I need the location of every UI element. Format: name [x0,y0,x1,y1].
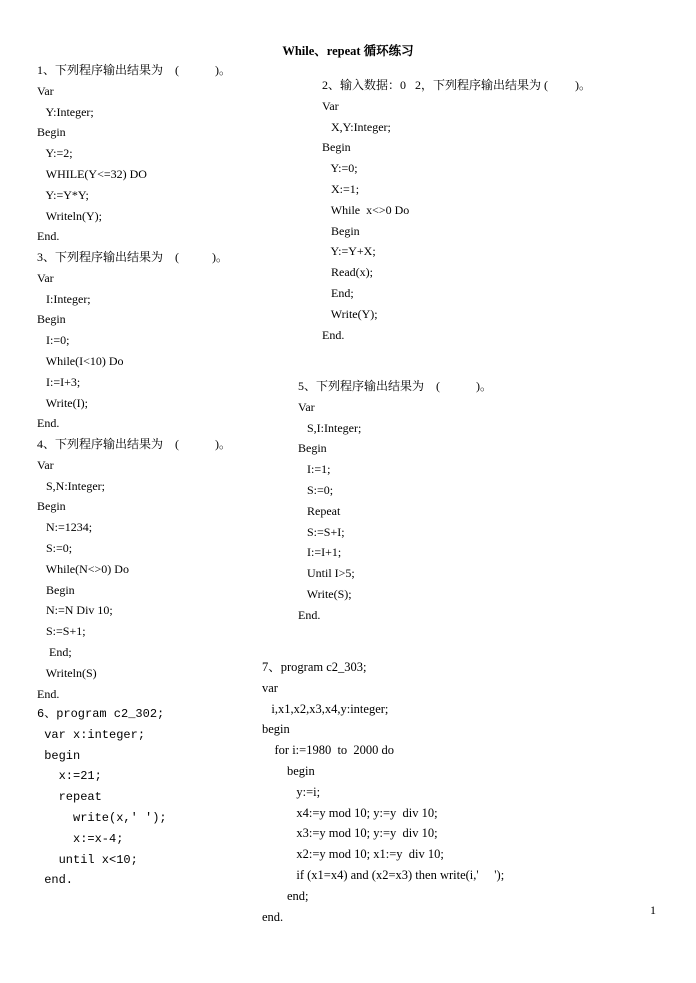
code-line: Read(x); [322,265,373,280]
code-line: Var [37,270,54,285]
page-number: 1 [650,903,656,917]
code-line: I:=I+3; [37,374,81,389]
code-line: if (x1=x4) and (x2=x3) then write(i,' '); [262,867,505,882]
code-line: Y:=0; [322,161,358,176]
code-line: y:=i; [262,784,321,799]
code-line: Write(S); [298,586,352,601]
code-line: Until I>5; [298,566,355,581]
code-line: WHILE(Y<=32) DO [37,166,147,181]
code-line: x2:=y mod 10; x1:=y div 10; [262,847,444,862]
code-line: Begin [37,312,66,327]
code-line: Var [322,98,339,113]
question-5-prompt: 5、下列程序输出结果为 ( )。 [298,379,492,393]
code-line: I:=1; [298,462,331,477]
code-line: End; [322,285,354,300]
code-line: While(I<10) Do [37,353,124,368]
question-2-prompt: 2、输入数据：0 2，下列程序输出结果为 ( )。 [322,78,591,92]
code-line: Begin [322,140,351,155]
document-title: While、repeat 循环练习 [282,44,414,58]
code-line: End. [298,607,321,622]
code-line: End; [37,644,72,659]
code-line: N:=1234; [37,520,93,535]
code-line: Var [298,399,315,414]
code-line: Writeln(Y); [37,208,102,223]
code-line: N:=N Div 10; [37,603,113,618]
code-line: I:Integer; [37,291,91,306]
code-line: Y:=Y*Y; [37,187,89,202]
code-line: Y:=2; [37,146,73,161]
code-line: Begin [322,223,360,238]
code-line: End. [322,327,345,342]
code-line: x4:=y mod 10; y:=y div 10; [262,805,438,820]
code-line: I:=0; [37,333,70,348]
question-3-prompt: 3、下列程序输出结果为 ( )。 [37,250,228,264]
code-line: begin [37,748,81,763]
code-line: Var [37,457,54,472]
code-line: S:=S+I; [298,524,345,539]
code-line: End. [37,686,60,701]
question-6 [37,704,167,891]
code-line: S,N:Integer; [37,478,105,493]
code-line: Begin [298,441,327,456]
code-line: end. [37,873,74,888]
question-6-prompt: 6、program c2_302; [37,707,165,721]
code-line: X:=1; [322,181,360,196]
question-4 [37,434,231,704]
question-7-prompt: 7、program c2_303; [262,660,367,674]
code-line: While(N<>0) Do [37,561,129,576]
code-line: X,Y:Integer; [322,119,391,134]
code-line: Var [37,83,54,98]
code-line: begin [262,763,315,778]
code-line: var x:integer; [37,727,146,742]
code-line: Write(I); [37,395,88,410]
code-line: write(x,' '); [37,810,167,825]
code-line: End. [37,229,60,244]
code-line: Repeat [298,503,341,518]
code-line: Begin [37,125,66,140]
code-line: for i:=1980 to 2000 do [262,743,395,758]
code-line: S,I:Integer; [298,420,362,435]
code-line: S:=S+1; [37,624,86,639]
code-line: Begin [37,582,75,597]
code-line: Y:=Y+X; [322,244,376,259]
code-line: While x<>0 Do [322,202,410,217]
code-line: Begin [37,499,66,514]
code-line: x:=21; [37,769,102,784]
code-line: begin [262,722,290,737]
code-line: Writeln(S) [37,665,97,680]
question-4-prompt: 4、下列程序输出结果为 ( )。 [37,437,231,451]
question-5 [298,376,492,626]
code-line: until x<10; [37,852,138,867]
code-line: end. [262,909,284,924]
code-line: repeat [37,790,102,805]
code-line: Write(Y); [322,306,378,321]
code-line: End. [37,416,60,431]
code-line: i,x1,x2,x3,x4,y:integer; [262,701,389,716]
question-1 [37,60,231,247]
code-line: x:=x-4; [37,831,124,846]
code-line: Y:Integer; [37,104,94,119]
question-2 [322,75,591,345]
code-line: x3:=y mod 10; y:=y div 10; [262,826,438,841]
code-line: S:=0; [37,540,73,555]
question-3 [37,247,228,434]
code-line: I:=I+1; [298,545,342,560]
code-line: S:=0; [298,482,334,497]
question-1-prompt: 1、下列程序输出结果为 ( )。 [37,63,231,77]
code-line: end; [262,888,309,903]
code-line: var [262,680,278,695]
question-7 [262,657,504,927]
